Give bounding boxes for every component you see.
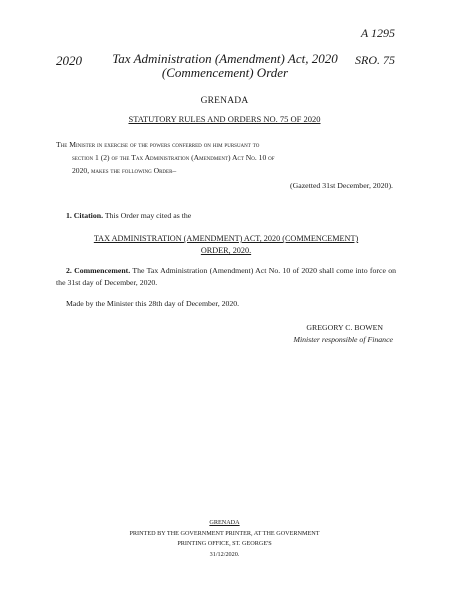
printer-footer (0, 518, 449, 560)
header-year: 2020 (56, 53, 82, 68)
header-sro-number: SRO. 75 (355, 53, 395, 67)
made-by-paragraph: Made by the Minister this 28th day of December, 2020. (66, 299, 240, 308)
commencement-heading: 2. Commencement. (66, 266, 131, 275)
recital-line-1: The Minister in exercise of the powers conferred on him pursuant to (56, 140, 260, 149)
signatory-name: GREGORY C. BOWEN (306, 323, 383, 332)
footer-printer-line2: PRINTING OFFICE, ST. GEORGE'S (177, 540, 272, 547)
gazetted-date: (Gazetted 31st December, 2020). (290, 181, 393, 190)
footer-country: GRENADA (209, 519, 240, 526)
citation-paragraph (66, 211, 396, 220)
recital-line-3: 2020, makes the following Order– (72, 165, 177, 175)
order-title-line1: TAX ADMINISTRATION (AMENDMENT) ACT, 2020 (COMMENCEMENT) (93, 234, 359, 243)
series-heading: STATUTORY RULES AND ORDERS NO. 75 OF 2020 (128, 114, 321, 124)
page-number: A 1295 (360, 26, 395, 40)
order-title-line2: ORDER, 2020. (200, 246, 252, 255)
citation-text: This Order may cited as the (103, 211, 192, 220)
commencement-paragraph (56, 265, 396, 289)
country-heading: GRENADA (200, 96, 249, 106)
header-title-line2: (Commencement) Order (161, 65, 289, 80)
recital-paragraph (56, 139, 396, 177)
citation-heading: 1. Citation. (66, 211, 104, 220)
recital-line-2: section 1 (2) of the Tax Administration (Amendment) Act No. 10 of (72, 152, 275, 162)
signatory-role: Minister responsible of Finance (293, 335, 393, 344)
commencement-text: The Tax Administration (Amendment) Act No. 10 of 2020 shall come into force on the 31st day of December, 2020. (56, 266, 396, 287)
header-title-line1: Tax Administration (Amendment) Act, 2020 (112, 51, 338, 66)
footer-printer-line1: PRINTED BY THE GOVERNMENT PRINTER, AT THE GOVERNMENT (129, 529, 320, 537)
running-header-title (95, 52, 355, 80)
footer-date: 31/12/2020. (209, 550, 240, 558)
order-title (56, 233, 396, 257)
